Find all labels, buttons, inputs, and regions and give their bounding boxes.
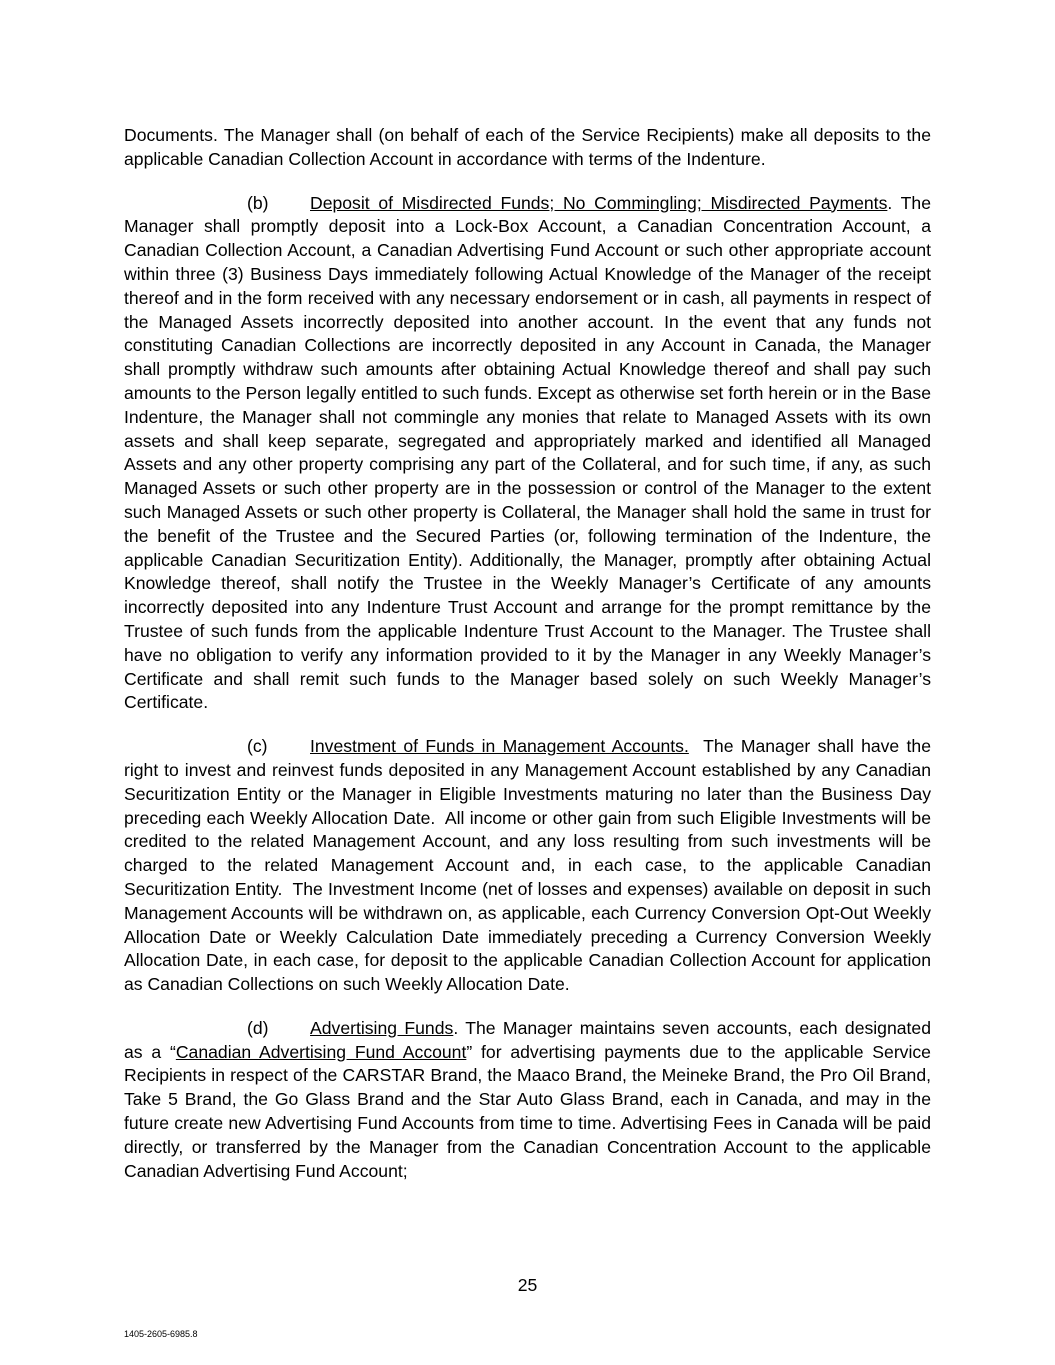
paragraph-intro: [124, 124, 931, 172]
paragraph-b-text: The Manager shall promptly deposit into a Lock-Box Account, a Canadian Concentration Account, a Canadian Collection Account, a Canadian Advertising Fund Account or such other appropriate account within three (3) Business Days immediately following Actual Knowledge of the Manager of the receipt thereof and in the form received with any necessary endorsement or in cash, all payments in respect of the Managed Assets incorrectly deposited into another account. In the event that any funds not constituting Canadian Collections are incorrectly deposited in any Account in Canada, the Manager shall promptly withdraw such amounts after obtaining Actual Knowledge thereof and shall pay such amounts to the Person legally entitled to such funds. Except as otherwise set forth herein or in the Base Indenture, the Manager shall not commingle any monies that relate to Managed Assets with its own assets and shall keep separate, segregated and appropriately marked and identified all Managed Assets and any other property comprising any part of the Collateral, and for such time, if any, as such Managed Assets or such other property are in the possession or control of the Manager to the extent such Managed Assets or such other property is Collateral, the Manager shall hold the same in trust for the benefit of the Trustee and the Secured Parties (or, following termination of the Indenture, the applicable Canadian Securitization Entity). Additionally, the Manager, promptly after obtaining Actual Knowledge thereof, shall notify the Trustee in the Weekly Manager’s Certificate of any amounts incorrectly deposited into any Indenture Trust Account and arrange for the prompt remittance by the Trustee of such funds from the applicable Indenture Trust Account to the Manager. The Trustee shall have no obligation to verify any information provided to it by the Manager in any Weekly Manager’s Certificate and shall remit such funds to the Manager based solely on such Weekly Manager’s Certificate.: [124, 192, 931, 713]
paragraph-intro-text: Documents. The Manager shall (on behalf of each of the Service Recipients) make all deposits to the applicable Canadian Collection Account in accordance with terms of the Indenture.: [124, 125, 931, 169]
heading-d: Advertising Funds: [310, 1017, 454, 1038]
subsection-marker-d: (d): [247, 1017, 269, 1038]
paragraph-b: [124, 192, 931, 716]
document-body: [124, 124, 936, 1203]
document-id: 1405-2605-6985.8: [124, 1329, 198, 1339]
paragraph-d-text-2: ” for advertising payments due to the applicable Service Recipients in respect of the CARSTAR Brand, the Maaco Brand, the Meineke Brand, the Pro Oil Brand, Take 5 Brand, the Go Glass Brand and the Star Auto Glass Brand, each in Canada, and may in the future create new Advertising Fund Accounts from time to time. Advertising Fees in Canada will be paid directly, or transferred by the Manager from the Canadian Concentration Account to the applicable Canadian Advertising Fund Account;: [124, 1041, 931, 1181]
paragraph-d-text-1: . The Manager maintains seven accounts, each designated as a “: [124, 1017, 931, 1062]
heading-b: Deposit of Misdirected Funds; No Commingling; Misdirected Payments: [310, 192, 888, 213]
paragraph-d: [124, 1017, 931, 1184]
page-number: 25: [517, 1275, 538, 1295]
subsection-marker-b: (b): [247, 192, 269, 213]
defined-term-canadian-advertising-fund-account: Canadian Advertising Fund Account: [175, 1041, 467, 1062]
paragraph-c-text: The Manager shall have the right to invest and reinvest funds deposited in any Management Account established by any Canadian Securitization Entity or the Manager in Eligible Investments maturing no later than the Business Day preceding each Weekly Allocation Date. All income or other gain from such Eligible Investments will be credited to the related Management Account, and any loss resulting from such investments will be charged to the related Management Account and, in each case, to the applicable Canadian Securitization Entity. The Investment Income (net of losses and expenses) available on deposit in such Management Accounts will be withdrawn on, as applicable, each Currency Conversion Opt-Out Weekly Allocation Date or Weekly Calculation Date immediately preceding a Currency Conversion Weekly Allocation Date, in each case, for deposit to the applicable Canadian Collection Account for application as Canadian Collections on such Weekly Allocation Date.: [124, 736, 936, 995]
heading-c: Investment of Funds in Management Accounts.: [310, 736, 689, 757]
paragraph-c: [124, 735, 936, 997]
subsection-marker-c: (c): [247, 736, 268, 757]
heading-b-punctuation: .: [887, 192, 893, 213]
